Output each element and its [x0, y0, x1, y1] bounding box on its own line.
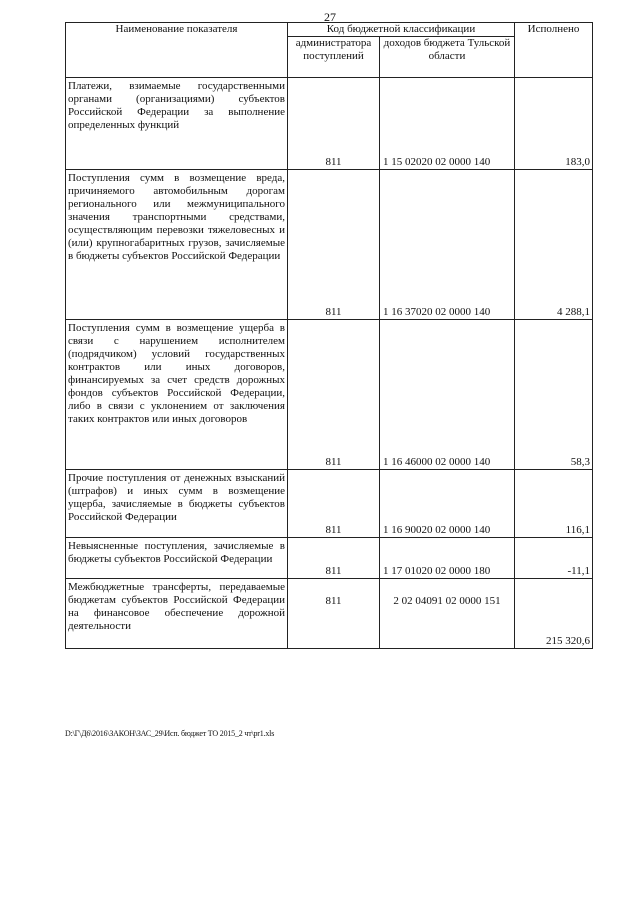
row-revenue-code: 1 16 90020 02 0000 140 — [380, 470, 515, 538]
row-admin-code: 811 — [288, 470, 380, 538]
row-indicator-name: Прочие поступления от денежных взысканий (штрафов) и иных сумм в возмещение ущерба, зачисляемые в бюджеты субъектов Российской Федерации — [66, 470, 288, 538]
header-budget-revenue: доходов бюджета Тульской области — [380, 37, 515, 78]
row-admin-code: 811 — [288, 538, 380, 579]
header-row-top — [66, 23, 593, 37]
row-revenue-code: 1 17 01020 02 0000 180 — [380, 538, 515, 579]
row-executed-amount: 4 288,1 — [515, 170, 593, 320]
row-indicator-name: Межбюджетные трансферты, передаваемые бюджетам субъектов Российской Федерации на финансовое обеспечение дорожной деятельности — [66, 579, 288, 649]
row-admin-code: 811 — [288, 320, 380, 470]
table-row — [66, 78, 593, 170]
row-executed-amount: 183,0 — [515, 78, 593, 170]
row-admin-code: 811 — [288, 78, 380, 170]
row-revenue-code: 2 02 04091 02 0000 151 — [380, 579, 515, 649]
row-indicator-name: Поступления сумм в возмещение ущерба в связи с нарушением исполнителем (подрядчиком) условий государственных контрактов или иных договоров, финансируемых за счет средств дорожных фондов субъектов Российской Федерации, либо в связи с уклонением от заключения таких контрактов или иных договоров — [66, 320, 288, 470]
row-executed-amount: 58,3 — [515, 320, 593, 470]
header-admin-revenue: администратора поступлений — [288, 37, 380, 78]
row-admin-code: 811 — [288, 579, 380, 649]
table-row — [66, 170, 593, 320]
row-revenue-code: 1 15 02020 02 0000 140 — [380, 78, 515, 170]
page-number: 27 — [324, 10, 336, 24]
table-row — [66, 579, 593, 649]
header-indicator-name: Наименование показателя — [66, 23, 288, 78]
row-executed-amount: 116,1 — [515, 470, 593, 538]
row-admin-code: 811 — [288, 170, 380, 320]
file-path-footer: D:\Г\Д6\2016\ЗАКОН\ЗАС_29\Исп. бюджет ТО 2015_2 чт\pr1.xls — [65, 729, 275, 738]
table-row — [66, 470, 593, 538]
row-executed-amount: 215 320,6 — [515, 579, 593, 649]
header-executed: Исполнено — [515, 23, 593, 78]
budget-execution-table — [65, 22, 593, 649]
row-indicator-name: Платежи, взимаемые государственными органами (организациями) субъектов Российской Федерации за выполнение определенных функций — [66, 78, 288, 170]
table-row — [66, 320, 593, 470]
header-classification-code: Код бюджетной классификации — [288, 23, 515, 37]
row-executed-amount: -11,1 — [515, 538, 593, 579]
row-revenue-code: 1 16 37020 02 0000 140 — [380, 170, 515, 320]
row-indicator-name: Невыясненные поступления, зачисляемые в бюджеты субъектов Российской Федерации — [66, 538, 288, 579]
row-indicator-name: Поступления сумм в возмещение вреда, причиняемого автомобильным дорогам регионального или межмуниципального значения транспортными средствами, осуществляющим перевозки тяжеловесных и (или) крупногабаритных грузов, зачисляемые в бюджеты субъектов Российской Федерации — [66, 170, 288, 320]
row-revenue-code: 1 16 46000 02 0000 140 — [380, 320, 515, 470]
table-row — [66, 538, 593, 579]
